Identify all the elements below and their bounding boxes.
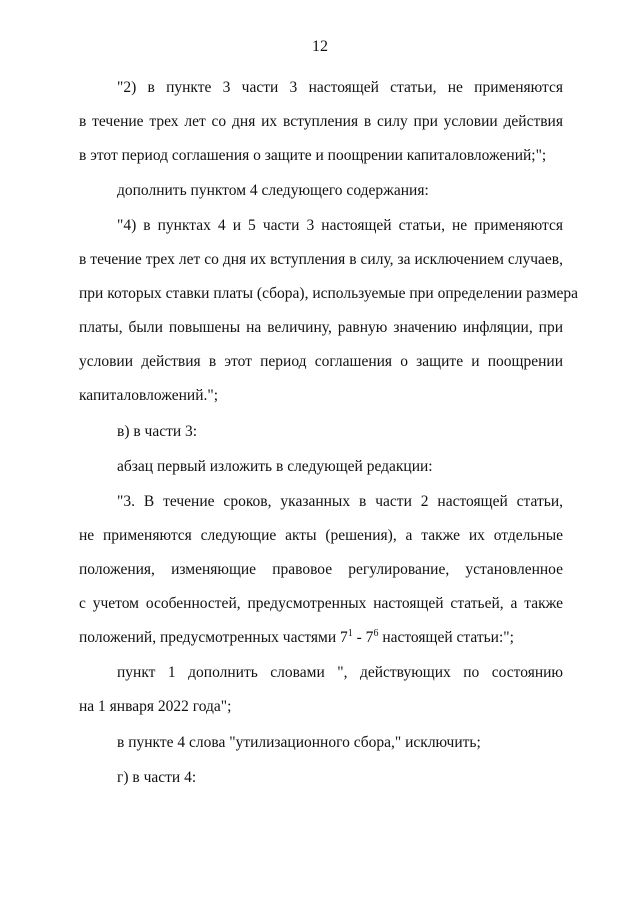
text-line: пункт 1 дополнить словами ", действующих по состоянию: [117, 664, 563, 681]
text-line: условии действия в этот период соглашения о защите и поощрении: [79, 353, 563, 370]
text-line: "3. В течение сроков, указанных в части 2 настоящей статьи,: [117, 493, 563, 510]
text-fragment: положений, предусмотренных частями 7: [79, 629, 348, 646]
text-line: не применяются следующие акты (решения), а также их отдельные: [79, 527, 563, 544]
text-line: капиталовложений.";: [79, 387, 219, 404]
text-line: в течение трех лет со дня их вступления в силу при условии действия: [79, 113, 563, 130]
text-line: г) в части 4:: [117, 769, 197, 786]
text-fragment: - 7: [352, 629, 374, 646]
text-line: абзац первый изложить в следующей редакции:: [117, 458, 433, 475]
superscript: 1: [347, 628, 353, 639]
text-line: дополнить пунктом 4 следующего содержания:: [117, 182, 429, 199]
superscript: 6: [373, 628, 379, 639]
paragraph-3: [79, 209, 579, 413]
paragraph-4: [79, 415, 563, 449]
text-line: положения, изменяющие правовое регулирование, установленное: [79, 561, 563, 578]
text-line: в течение трех лет со дня их вступления в силу, за исключением случаев,: [79, 251, 563, 268]
text-line: с учетом особенностей, предусмотренных настоящей статьей, а также: [79, 595, 563, 612]
text-line: в этот период соглашения о защите и поощрении капиталовложений;";: [79, 147, 547, 164]
paragraph-2: [79, 174, 563, 208]
paragraph-1: [79, 71, 563, 173]
text-line: "4) в пунктах 4 и 5 части 3 настоящей статьи, не применяются: [117, 217, 563, 234]
paragraph-9: [79, 761, 563, 795]
text-line: "2) в пункте 3 части 3 настоящей статьи, не применяются: [117, 79, 563, 96]
text-line: в) в части 3:: [117, 423, 198, 440]
text-fragment: настоящей статьи:";: [378, 629, 514, 646]
paragraph-6: [79, 485, 563, 655]
text-line: на 1 января 2022 года";: [79, 698, 232, 715]
paragraph-8: [79, 726, 563, 760]
text-line: платы, были повышены на величину, равную значению инфляции, при: [79, 319, 563, 336]
text-line: при которых ставки платы (сбора), используемые при определении размера: [79, 285, 579, 302]
text-line: в пункте 4 слова "утилизационного сбора," исключить;: [117, 734, 481, 751]
page-number: 12: [312, 38, 328, 55]
text-line: [79, 621, 563, 655]
paragraph-7: [79, 656, 563, 724]
paragraph-5: [79, 450, 563, 484]
